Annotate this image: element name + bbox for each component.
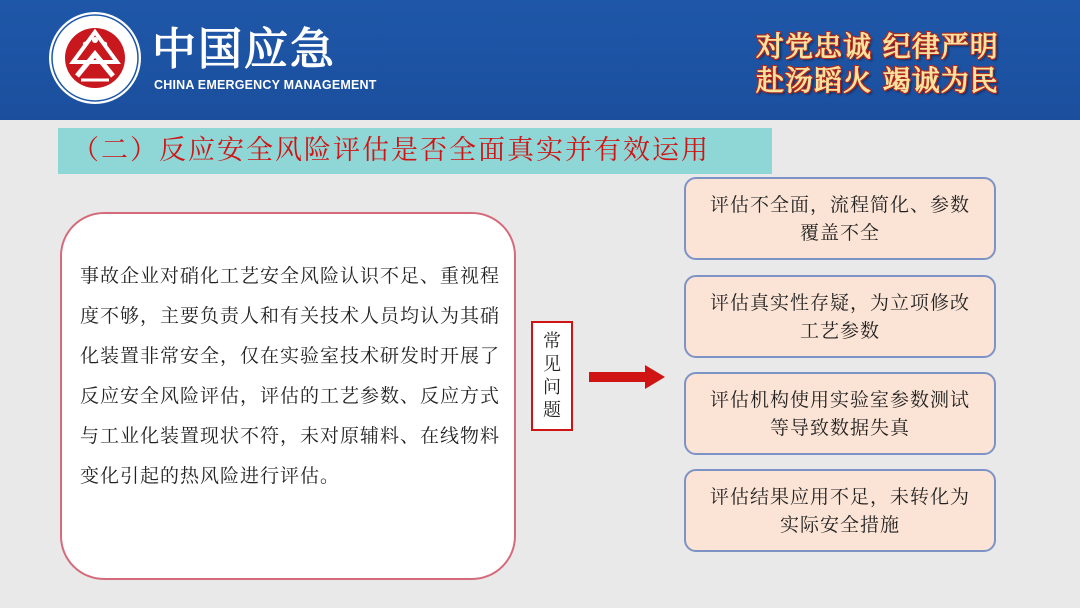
header-banner	[0, 0, 1080, 120]
issue-card-4: 评估结果应用不足，未转化为实际安全措施	[684, 469, 996, 552]
common-issues-label: 常见问题	[543, 331, 561, 421]
logo-subtitle: CHINA EMERGENCY MANAGEMENT	[154, 78, 377, 92]
issue-card-3: 评估机构使用实验室参数测试等导致数据失真	[684, 372, 996, 455]
slogan-line-1: 对党忠诚 纪律严明	[756, 30, 999, 63]
issue-card-2: 评估真实性存疑，为立项修改工艺参数	[684, 275, 996, 358]
right-arrow-icon	[589, 365, 665, 389]
logo-title: 中国应急	[152, 24, 336, 75]
issue-card-1: 评估不全面，流程简化、参数覆盖不全	[684, 177, 996, 260]
slogan-line-2: 赴汤蹈火 竭诚为民	[756, 64, 999, 97]
emergency-management-emblem-icon	[47, 10, 143, 106]
common-issues-label-box	[531, 321, 573, 431]
section-title: （二）反应安全风险评估是否全面真实并有效运用	[58, 128, 772, 174]
main-paragraph: 事故企业对硝化工艺安全风险认识不足、重视程度不够，主要负责人和有关技术人员均认为其硝化装置非常安全，仅在实验室技术研发时开展了反应安全风险评估，评估的工艺参数、反应方式与工业化装置现状不符，未对原辅料、在线物料变化引起的热风险进行评估。	[80, 265, 501, 487]
